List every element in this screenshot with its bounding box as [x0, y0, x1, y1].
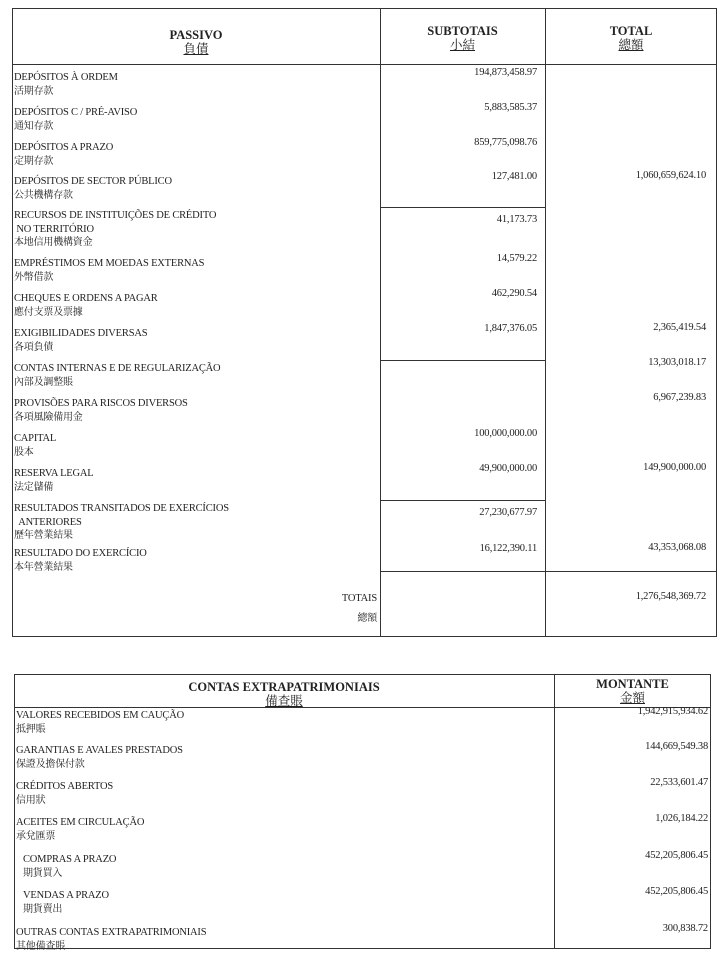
montante-header [554, 677, 711, 705]
row-label-pt: CRÉDITOS ABERTOS [16, 781, 114, 792]
passivo-row-label [14, 257, 204, 284]
total-value: 6,967,239.83 [653, 392, 706, 403]
passivo-row-label [14, 397, 188, 424]
row-label-pt: RECURSOS DE INSTITUIÇÕES DE CRÉDITO [14, 210, 217, 221]
passivo-row-label [14, 71, 118, 98]
montante-value: 1,942,915,934.62 [637, 706, 708, 717]
row-label-pt: RESERVA LEGAL [14, 468, 94, 479]
passivo-header-zh: 負債 [183, 42, 209, 56]
row-label-zh: 本地信用機構資金 [14, 237, 93, 248]
subtotal-value: 462,290.54 [491, 288, 537, 299]
passivo-row-label [14, 547, 147, 574]
montante-value: 1,026,184.22 [655, 813, 708, 824]
row-label-pt: PROVISÕES PARA RISCOS DIVERSOS [14, 398, 188, 409]
row-label-pt: EMPRÉSTIMOS EM MOEDAS EXTERNAS [14, 258, 205, 269]
row-label-zh: 保證及擔保付款 [16, 758, 85, 770]
subtotais-header-pt: SUBTOTAIS [427, 24, 498, 38]
totals-label: TOTAIS [341, 593, 377, 604]
row-label-pt: ANTERIORES [14, 516, 82, 528]
montante-value: 452,205,806.45 [645, 886, 708, 897]
row-label-zh: 各項負債 [14, 341, 54, 353]
row-label-zh: 公共機構存款 [14, 189, 73, 201]
passivo-header [12, 28, 380, 56]
montante-value: 144,669,549.38 [645, 741, 708, 752]
row-label-pt: DEPÓSITOS C / PRÉ-AVISO [14, 107, 138, 118]
passivo-row-label [14, 106, 137, 133]
extra-row-label [16, 744, 183, 771]
passivo-header-pt: PASSIVO [169, 28, 223, 42]
passivo-row-label [14, 292, 158, 319]
total-header [545, 24, 717, 52]
row-label-zh: 本年營業結果 [14, 561, 73, 573]
row-label-pt: COMPRAS A PRAZO [23, 854, 117, 865]
extra-row-label [16, 926, 206, 953]
divider [380, 8, 381, 637]
totals-divider [380, 571, 717, 572]
row-label-zh: 股本 [14, 446, 34, 458]
row-label-pt: DEPÓSITOS A PRAZO [14, 142, 114, 153]
subtotais-header [380, 24, 545, 52]
row-label-zh: 期貨賣出 [23, 903, 63, 915]
passivo-row-label [14, 141, 113, 168]
extra-row-label [16, 709, 184, 736]
row-label-zh: 應付支票及票據 [14, 306, 83, 318]
total-value: 2,365,419.54 [653, 322, 706, 333]
subtotal-value: 194,873,458.97 [474, 67, 537, 78]
row-label-zh: 活期存款 [14, 85, 54, 97]
row-label-zh: 外幣借款 [14, 271, 54, 283]
row-label-pt: DEPÓSITOS À ORDEM [14, 72, 118, 83]
row-label-zh: 期貨買入 [23, 867, 63, 879]
passivo-row-label [14, 467, 94, 494]
row-label-pt: RESULTADO DO EXERCÍCIO [14, 548, 147, 559]
row-label-zh: 歷年營業結果 [14, 530, 73, 541]
row-label-pt: RESULTADOS TRANSITADOS DE EXERCÍCIOS [14, 503, 229, 514]
group-divider [380, 360, 545, 361]
row-label-pt: EXIGIBILIDADES DIVERSAS [14, 328, 148, 339]
montante-header-zh: 金額 [619, 691, 645, 705]
header-divider [380, 64, 717, 65]
total-header-pt: TOTAL [609, 24, 653, 38]
total-value: 149,900,000.00 [643, 462, 706, 473]
total-value: 13,303,018.17 [648, 357, 706, 368]
montante-value: 300,838.72 [662, 923, 708, 934]
row-label-zh: 其他備查賬 [16, 940, 65, 952]
extra-row-label [23, 853, 116, 880]
row-label-pt: GARANTIAS E AVALES PRESTADOS [16, 745, 183, 756]
passivo-row-label [14, 362, 220, 389]
row-label-zh: 信用狀 [16, 794, 46, 806]
montante-value: 452,205,806.45 [645, 850, 708, 861]
total-header-zh: 總額 [618, 38, 644, 52]
passivo-row-label [14, 209, 216, 250]
row-label-zh: 定期存款 [14, 155, 54, 167]
row-label-zh: 抵押賬 [16, 723, 46, 735]
total-value: 1,060,659,624.10 [635, 170, 706, 181]
row-label-pt: VALORES RECEBIDOS EM CAUÇÃO [16, 710, 184, 721]
row-label-zh: 通知存款 [14, 120, 54, 132]
passivo-row-label [14, 327, 147, 354]
subtotal-value: 100,000,000.00 [474, 428, 537, 439]
montante-header-pt: MONTANTE [596, 677, 669, 691]
row-label-pt: VENDAS A PRAZO [23, 890, 109, 901]
divider [545, 8, 546, 637]
row-label-pt: DEPÓSITOS DE SECTOR PÚBLICO [14, 176, 172, 187]
row-label-pt: CONTAS INTERNAS E DE REGULARIZAÇÃO [14, 363, 221, 374]
subtotal-value: 14,579.22 [496, 253, 537, 264]
extra-title-header [14, 680, 554, 708]
subtotais-header-zh: 小結 [449, 38, 475, 52]
extra-title-zh: 備查賬 [265, 694, 303, 708]
row-label-zh: 各項風險備用金 [14, 411, 83, 423]
subtotal-value: 49,900,000.00 [479, 463, 537, 474]
row-label-pt: CAPITAL [14, 433, 57, 444]
row-label-zh: 承兌匯票 [16, 830, 56, 842]
passivo-row-label [14, 432, 56, 459]
subtotal-value: 127,481.00 [491, 171, 537, 182]
passivo-row-label [14, 175, 172, 202]
subtotal-value: 41,173.73 [496, 214, 537, 225]
group-divider [380, 500, 545, 501]
row-label-pt: CHEQUES E ORDENS A PAGAR [14, 293, 158, 304]
extra-row-label [23, 889, 109, 916]
group-divider [380, 207, 545, 208]
totals-label-zh: 總額 [357, 613, 377, 624]
total-value: 43,353,068.08 [648, 542, 706, 553]
row-label-zh: 法定儲備 [14, 481, 54, 493]
extra-title-pt: CONTAS EXTRAPATRIMONIAIS [188, 680, 380, 694]
divider [554, 674, 555, 949]
extra-row-label [16, 780, 113, 807]
totals-value: 1,276,548,369.72 [635, 591, 706, 602]
extra-row-label [16, 816, 144, 843]
subtotal-value: 5,883,585.37 [484, 102, 537, 113]
subtotal-value: 1,847,376.05 [484, 323, 537, 334]
row-label-pt: ACEITES EM CIRCULAÇÃO [16, 817, 145, 828]
subtotal-value: 27,230,677.97 [479, 507, 537, 518]
montante-value: 22,533,601.47 [650, 777, 708, 788]
passivo-row-label [14, 502, 229, 543]
subtotal-value: 859,775,098.76 [474, 137, 537, 148]
header-divider [12, 64, 380, 65]
row-label-pt: OUTRAS CONTAS EXTRAPATRIMONIAIS [16, 927, 207, 938]
row-label-zh: 內部及調整賬 [14, 376, 73, 388]
subtotal-value: 16,122,390.11 [479, 543, 537, 554]
row-label-pt: NO TERRITÓRIO [14, 223, 94, 235]
